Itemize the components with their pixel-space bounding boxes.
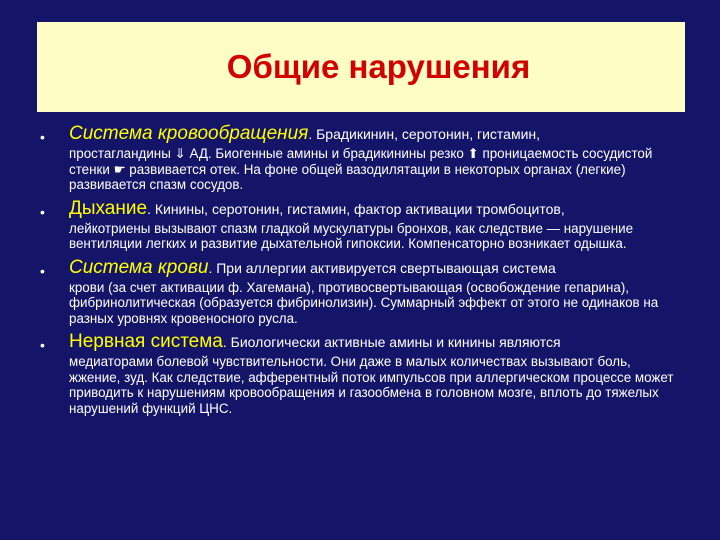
item-heading: Нервная система [69,331,223,352]
item-heading: Система крови [69,256,209,278]
list-item [40,123,680,193]
title-box [37,22,685,112]
list-item [40,198,680,252]
item-body: крови (за счет активации ф. Хагемана), противосвертывающая (освобождение гепарина), фибринолитическая (образуется фибринолизин). Суммарный эффект от этого не одинаков на разных уровнях кровеносного русла. [69,279,659,326]
slide-title: Общие нарушения [226,48,531,85]
item-heading: Дыхание [69,197,148,219]
item-head-line [69,123,680,146]
item-head-line [69,257,680,280]
item-lead: . При аллергии активируется свертывающая система [208,259,556,276]
item-head-line [69,198,680,221]
bullet-list [40,123,680,421]
item-heading: Система кровообращения [69,123,309,144]
item-body: лейкотриены вызывают спазм гладкой мускулатуры бронхов, как следствие — нарушение вентиляции легких и развитие дыхательной гипоксии. Компенсаторно возникает одышка. [69,220,634,251]
bullet-icon: • [40,262,45,279]
item-body: медиаторами болевой чувствительности. Они даже в малых количествах вызывают боль, жжение, зуд. Как следствие, афферентный поток импульсов при аллергическом процессе может приводить к нарушениям кровообращения и газообмена в головном мозге, вплоть до тяжелых нарушений функций ЦНС. [69,354,674,416]
item-lead: . Биологически активные амины и кинины являются [222,334,561,350]
item-head-line [69,331,680,354]
bullet-icon: • [40,129,45,145]
bullet-icon: • [40,203,45,220]
bullet-icon: • [40,337,45,353]
item-body: простагландины ⇓ АД. Биогенные амины и брадикинины резко ⬆ проницаемость сосудистой стенки ☛ развивается отек. На фоне общей вазодилятации в некоторых органах (легкие) развивается спазм сосудов. [69,146,653,192]
list-item [40,257,680,327]
list-item [40,331,680,416]
item-lead: . Кинины, серотонин, гистамин, фактор активации тромбоцитов, [147,200,565,217]
item-lead: . Брадикинин, серотонин, гистамин, [308,126,541,142]
